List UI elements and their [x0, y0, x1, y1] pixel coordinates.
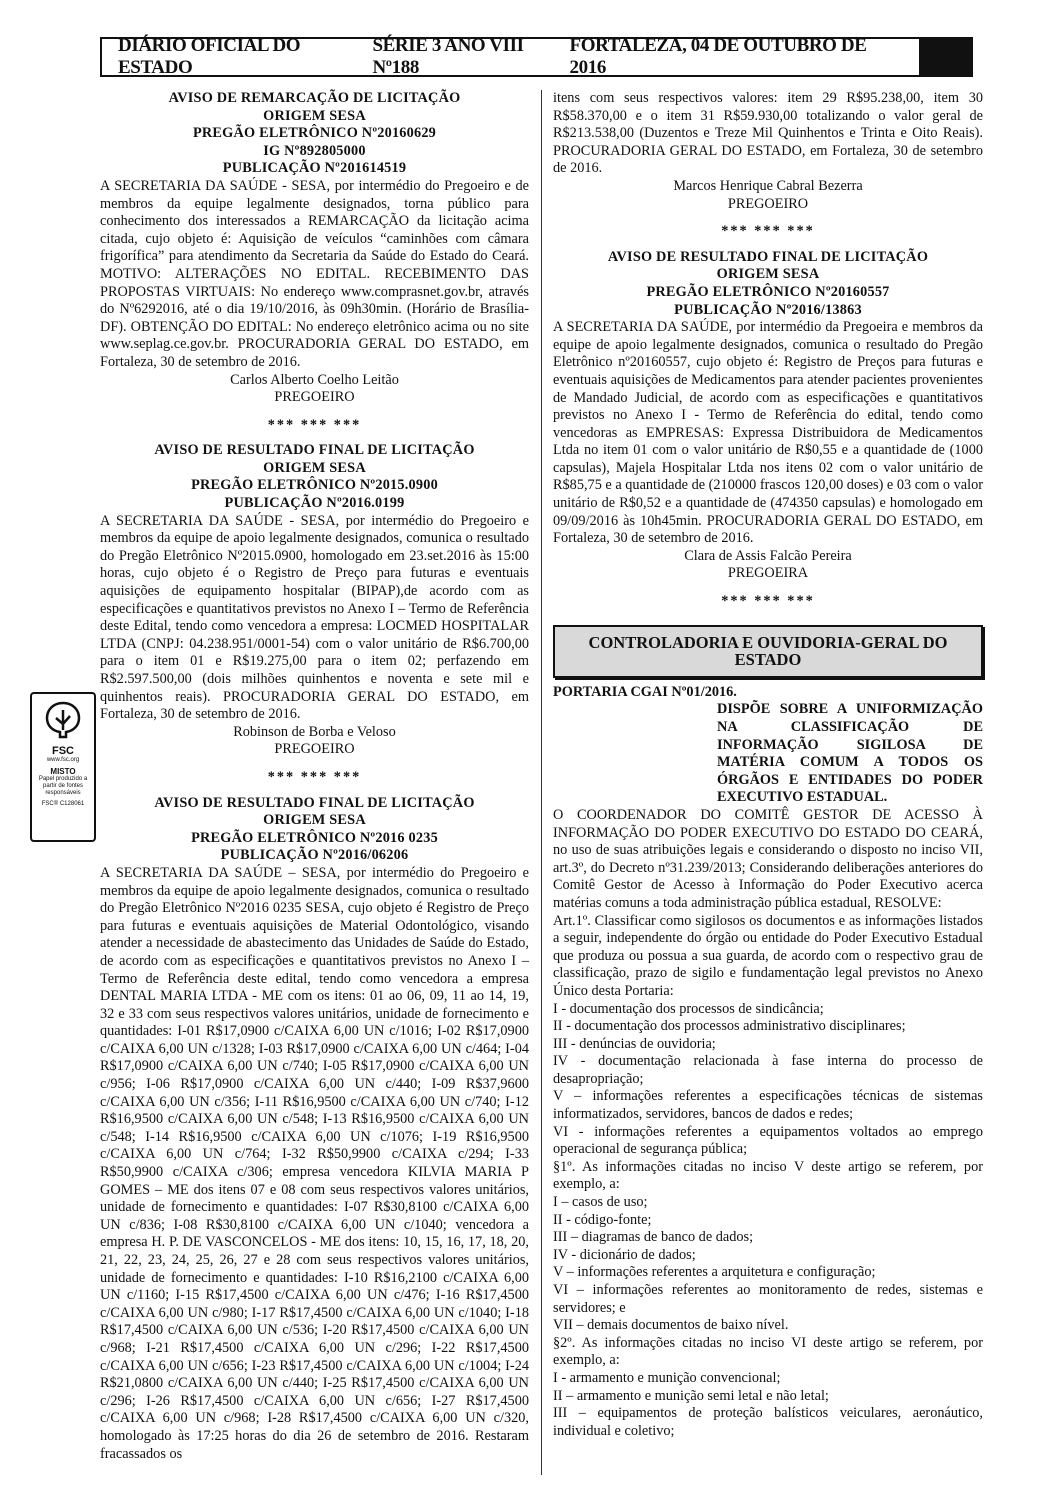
article-1: Art.1º. Classificar como sigilosos os documentos e as informações listados a seguir, independente do órgão ou entidade do Poder Executivo Estadual que produza ou possua a sua guarda, de acordo com o respectivo grau de classificação, prazo de sigilo e fundamentação legal previstos no Anexo Único desta Portaria:: [553, 912, 983, 999]
left-column: [100, 90, 529, 1463]
list-item: III - denúncias de ouvidoria;: [553, 1035, 716, 1052]
place-date: FORTALEZA, 04 DE OUTUBRO DE 2016: [569, 35, 867, 78]
list-item: I - documentação dos processos de sindicância;: [553, 1000, 824, 1017]
notice-resultado-bipap: [100, 442, 529, 759]
list-item: II - código-fonte;: [553, 1211, 652, 1228]
list-item: VI – informações referentes ao monitoramento de redes, sistemas e servidores; e: [553, 1282, 983, 1316]
notice-resultado-medicamentos: [553, 249, 983, 583]
signer-role: PREGOEIRO: [274, 741, 355, 758]
notice-continuation: itens com seus respectivos valores: item 29 R$95.238,00, item 30 R$58.370,00 e o item 31 R$59.930,00 totalizando o valor geral de R$213.538,00 (Duzentos e Treze Mil Quinhentos e Trinta e Oito Reais). PROCURADORIA GERAL DO ESTADO, em Fortaleza, 30 de setembro de 2016.: [553, 90, 983, 177]
notice-title: AVISO DE RESULTADO FINAL DE LICITAÇÃO: [607, 248, 929, 265]
notice-publicacao: PUBLICAÇÃO Nº201614519: [222, 160, 407, 177]
notice-resultado-odontologico: [100, 795, 529, 1464]
signer-name: Clara de Assis Falcão Pereira: [684, 547, 852, 564]
notice-origin: ORIGEM SESA: [263, 107, 366, 124]
list-item: IV - dicionário de dados;: [553, 1246, 696, 1263]
masthead: [100, 37, 973, 77]
list-item: V – informações referentes a arquitetura e configuração;: [553, 1264, 876, 1281]
list-item: VII – demais documentos de baixo nível.: [553, 1317, 789, 1334]
separator-stars: *** *** ***: [721, 223, 815, 240]
list-item: I – casos de uso;: [553, 1194, 648, 1211]
fsc-description: Papel produzido a partir de fontes responsáveis: [38, 776, 88, 796]
signer-name: Carlos Alberto Coelho Leitão: [230, 371, 399, 388]
separator-stars: *** *** ***: [267, 768, 362, 785]
notice-origin: ORIGEM SESA: [716, 266, 820, 283]
header-page-block: [919, 39, 971, 75]
column-divider: [541, 90, 542, 1475]
signer-role: PREGOEIRA: [727, 565, 809, 582]
list-item: V – informações referentes a especificações técnicas de sistemas informatizados, servidores, bancos de dados e redes;: [553, 1088, 983, 1123]
notice-ig: IG Nº892805000: [263, 142, 366, 159]
fsc-seal: [30, 692, 96, 842]
signer-name: Marcos Henrique Cabral Bezerra: [673, 177, 863, 194]
list-item: II - documentação dos processos administrativo disciplinares;: [553, 1018, 906, 1035]
notice-body: A SECRETARIA DA SAÚDE - SESA, por intermédio do Pregoeiro e de membros da equipe legalmente designados, torna público para conhecimento dos interessados a REMARCAÇÃO da licitação acima citada, cujo objeto é: Aquisição de veículos “caminhões com câmara frigorífica” para atendimento da Secretaria da Saúde do Estado do Ceará. MOTIVO: ALTERAÇÕES NO EDITAL. RECEBIMENTO DAS PROPOSTAS VIRTUAIS: No endereço www.comprasnet.gov.br, através do Nº6292016, até o dia 19/10/2016, às 09h30min. (Horário de Brasília-DF). OBTENÇÃO DO EDITAL: No endereço eletrônico acima ou no site www.seplag.ce.gov.br. PROCURADORIA GERAL DO ESTADO, em Fortaleza, 30 de setembro de 2016.: [100, 177, 529, 370]
signer-name: Robinson de Borba e Veloso: [233, 723, 396, 740]
signer-role: PREGOEIRO: [274, 389, 355, 406]
notice-publicacao: PUBLICAÇÃO Nº2016.0199: [224, 495, 405, 512]
paragraph-2-items: [553, 1370, 983, 1440]
notice-pregao: PREGÃO ELETRÔNICO Nº20160557: [646, 283, 890, 300]
separator-stars: *** *** ***: [267, 416, 362, 433]
notice-title: AVISO DE RESULTADO FINAL DE LICITAÇÃO: [154, 442, 475, 459]
series-number: SÉRIE 3 ANO VIII Nº188: [372, 35, 524, 78]
fsc-brand: FSC: [52, 745, 74, 757]
notice-pregao: PREGÃO ELETRÔNICO Nº2016 0235: [191, 829, 438, 846]
paragraph-2: §2º. As informações citadas no inciso VI deste artigo se referem, por exemplo, a:: [553, 1334, 983, 1369]
notice-publicacao: PUBLICAÇÃO Nº2016/13863: [674, 301, 862, 318]
notice-pregao: PREGÃO ELETRÔNICO Nº2015.0900: [191, 477, 438, 494]
portaria-title: PORTARIA CGAI Nº01/2016.: [553, 683, 737, 700]
separator-stars: *** *** ***: [721, 593, 815, 610]
fsc-site: www.fsc.org: [46, 757, 80, 763]
notice-pregao: PREGÃO ELETRÔNICO Nº20160629: [192, 125, 437, 142]
notice-title: AVISO DE REMARCAÇÃO DE LICITAÇÃO: [168, 90, 461, 106]
right-column: [553, 90, 983, 1440]
list-item: II – armamento e munição semi letal e não letal;: [553, 1387, 829, 1404]
notice-remarcacao: [100, 90, 529, 407]
journal-name: DIÁRIO OFICIAL DO ESTADO: [118, 35, 301, 78]
signer-role: PREGOEIRO: [727, 195, 809, 212]
fsc-code: FSC® C128061: [41, 801, 85, 807]
paragraph-1: §1º. As informações citadas no inciso V deste artigo se referem, por exemplo, a:: [553, 1158, 983, 1193]
list-item: VI - informações referentes a equipamentos voltados ao emprego operacional de segurança pública;: [553, 1123, 983, 1158]
paragraph-1-items: [553, 1194, 983, 1335]
notice-origin: ORIGEM SESA: [263, 459, 366, 476]
section-heading: CONTROLADORIA E OUVIDORIA-GERAL DO ESTADO: [553, 625, 983, 678]
list-item: I - armamento e munição convencional;: [553, 1369, 781, 1386]
fsc-tree-icon: [41, 700, 85, 740]
list-item: III – diagramas de banco de dados;: [553, 1229, 754, 1246]
list-item: III – equipamentos de proteção balísticos veiculares, aeronáutico, individual e coletivo;: [553, 1405, 983, 1439]
notice-title: AVISO DE RESULTADO FINAL DE LICITAÇÃO: [154, 794, 475, 811]
portaria-preamble: O COORDENADOR DO COMITÊ GESTOR DE ACESSO À INFORMAÇÃO DO PODER EXECUTIVO DO ESTADO DO CEARÁ, no uso de suas atribuições legais e considerando o disposto no inciso VII, art.3º, do Decreto nº31.239/2013; Considerando deliberações anteriores do Comitê Gestor de Acesso à Informação do Poder Executivo acerca matérias comuns a toda administração pública estadual, RESOLVE:: [553, 806, 983, 911]
notice-publicacao: PUBLICAÇÃO Nº2016/06206: [220, 847, 409, 864]
notice-body: A SECRETARIA DA SAÚDE - SESA, por intermédio do Pregoeiro e membros da equipe de apoio legalmente designados, comunica o resultado do Pregão Eletrônico Nº2015.0900, homologado em 23.set.2016 às 15:00 horas, cujo objeto é o Registro de Preço para futuras e eventuais aquisições de equipamento hospitalar (BIPAP),de acordo com as especificações e quantitativos previstos no Anexo I – Termo de Referência deste Edital, tendo como vencedora a empresa: LOCMED HOSPITALAR LTDA (CNPJ: 04.238.951/0001-54) com o valor unitário de R$6.700,00 para o item 01 e R$19.275,00 para o item 02; perfazendo em R$2.597.500,00 (dois milhões quinhentos e noventa e sete mil e quinhentos reais). PROCURADORIA GERAL DO ESTADO, em Fortaleza, 30 de setembro de 2016.: [100, 512, 529, 723]
portaria-ementa: DISPÕE SOBRE A UNIFORMIZAÇÃO NA CLASSIFICAÇÃO DE INFORMAÇÃO SIGILOSA DE MATÉRIA COMUM A TODOS OS ÓRGÃOS E ENTIDADES DO PODER EXECUTIVO ESTADUAL.: [717, 701, 983, 806]
article-1-items: [553, 1001, 983, 1159]
notice-body: A SECRETARIA DA SAÚDE – SESA, por intermédio do Pregoeiro e membros da equipe de apoio legalmente designados, comunica o resultado do Pregão Eletrônico Nº2016 0235 SESA, cujo objeto é Registro de Preço para futuras e eventuais aquisições de Material Odontológico, visando atender a necessidade de abastecimento das Unidades de Saúde do Estado, de acordo com as especificações e quantitativos previstos no Anexo I – Termo de Referência deste edital, tendo como vencedora a empresa DENTAL MARIA LTDA - ME com os itens: 01 ao 06, 09, 11 ao 14, 19, 32 e 33 com seus respectivos valores unitários, unidade de fornecimento e quantidades: I-01 R$17,0900 c/CAIXA 6,00 UN c/1016; I-02 R$17,0900 c/CAIXA 6,00 UN c/1328; I-03 R$17,0900 c/CAIXA 6,00 UN c/464; I-04 R$17,0900 c/CAIXA 6,00 UN c/740; I-05 R$17,0900 c/CAIXA 6,00 UN c/956; I-06 R$17,0900 c/CAIXA 6,00 UN c/440; I-09 R$37,9600 c/CAIXA 6,00 UN c/356; I-11 R$16,9500 c/CAIXA 6,00 UN c/740; I-12 R$16,9500 c/CAIXA 6,00 UN c/548; I-13 R$16,9500 c/CAIXA 6,00 UN c/548; I-14 R$16,9500 c/CAIXA 6,00 UN c/1076; I-19 R$16,9500 c/CAIXA 6,00 UN c/764; I-32 R$50,9900 c/CAIXA c/294; I-33 R$50,9900 c/CAIXA c/306; empresa vencedora KILVIA MARIA P GOMES – ME dos itens 07 e 08 com seus respectivos valores unitários, unidade de fornecimento e quantidades: I-07 R$30,8100 c/CAIXA 6,00 UN c/836; I-08 R$30,8100 c/CAIXA 6,00 UN c/1040; vencedora a empresa H. P. DE VASCONCELOS - ME dos itens: 10, 15, 16, 17, 18, 20, 21, 22, 23, 24, 25, 26, 27 e 28 com seus respectivos valores unitários, unidade de fornecimento e quantidades: I-10 R$16,2100 c/CAIXA 6,00 UN c/1160; I-15 R$17,4500 c/CAIXA 6,00 UN c/476; I-16 R$17,4500 c/CAIXA 6,00 UN c/980; I-17 R$17,4500 c/CAIXA 6,00 UN c/1040; I-18 R$17,4500 c/CAIXA 6,00 UN c/536; I-20 R$17,4500 c/CAIXA 6,00 UN c/968; I-21 R$17,4500 c/CAIXA 6,00 UN c/296; I-22 R$17,4500 c/CAIXA 6,00 UN c/656; I-23 R$17,4500 c/CAIXA 6,00 UN c/1004; I-24 R$21,0800 c/CAIXA 6,00 UN c/440; I-25 R$17,4500 c/CAIXA 6,00 UN c/296; I-26 R$17,4500 c/CAIXA 6,00 UN c/656; I-27 R$17,4500 c/CAIXA 6,00 UN c/968; I-28 R$17,4500 c/CAIXA 6,00 UN c/320, homologado às 17:25 horas do dia 26 de setembro de 2016. Restaram fracassados os: [100, 864, 529, 1462]
notice-origin: ORIGEM SESA: [263, 812, 366, 829]
notice-body: A SECRETARIA DA SAÚDE, por intermédio da Pregoeira e membros da equipe de apoio legalmente designados, comunica o resultado do Pregão Eletrônico nº20160557, cujo objeto é: Registro de Preços para futuras e eventuais aquisições de Medicamentos para atender pacientes provenientes de Mandado Judicial, de acordo com as especificações e quantitativos previstos no Anexo I - Termo de Referência do edital, tendo como vencedoras as EMPRESAS: Expressa Distribuidora de Medicamentos Ltda no item 01 com o valor unitário de R$0,55 e a quantidade de (1000 capsulas), Majela Hospitalar Ltda nos itens 02 com o valor unitário de R$85,75 e a quantidade de (210000 frascos 120,00 doses) e 03 com o valor unitário de R$0,52 e a quantidade de (474350 capsulas) e homologado em 09/09/2016 às 10h45min. PROCURADORIA GERAL DO ESTADO, em Fortaleza, 30 de setembro de 2016.: [553, 319, 983, 547]
list-item: IV - documentação relacionada à fase interna do processo de desapropriação;: [553, 1053, 983, 1087]
fsc-mix: MISTO: [50, 767, 76, 776]
